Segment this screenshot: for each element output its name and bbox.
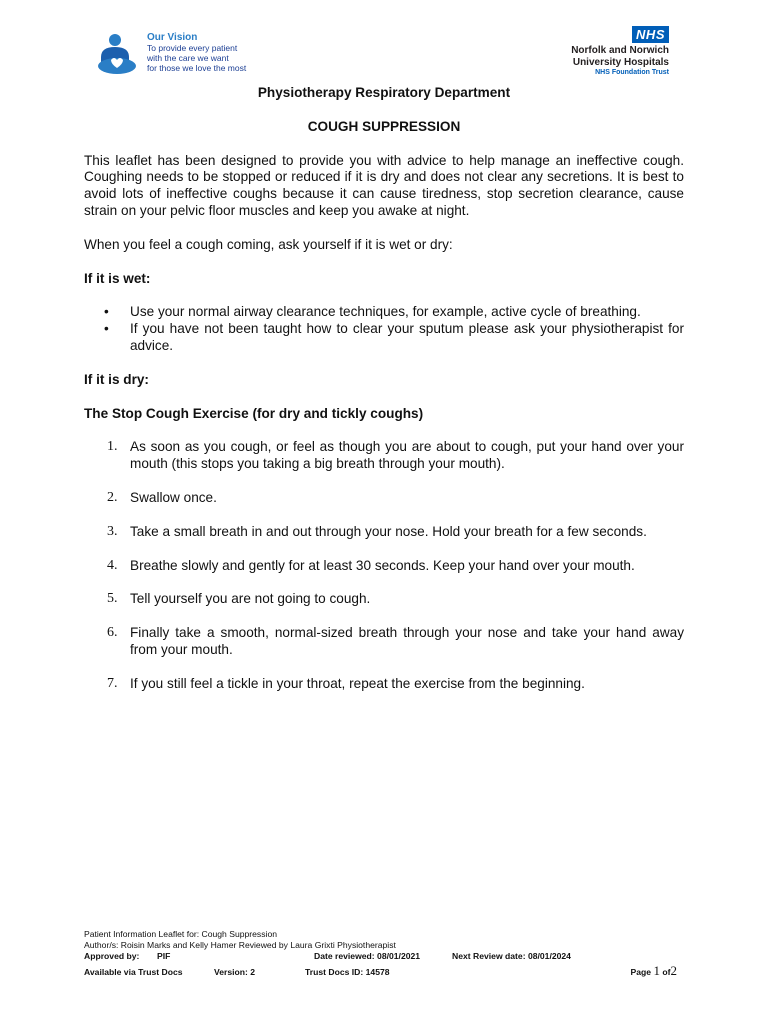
step-number: 2. [107, 489, 118, 505]
ask-paragraph: When you feel a cough coming, ask yourself if it is wet or dry: [84, 236, 453, 252]
footer-docs-row [84, 965, 677, 979]
page-current: 1 [653, 963, 660, 978]
nhs-trust-logo [571, 26, 669, 77]
list-item [84, 304, 684, 321]
bullet-text: If you have not been taught how to clear your sputum please ask your physiotherapist for advice. [130, 321, 684, 353]
list-item [84, 591, 684, 608]
trust-name-line: Norfolk and Norwich [571, 45, 669, 56]
page-total: 2 [670, 963, 677, 978]
list-item [84, 439, 684, 473]
step-number: 6. [107, 625, 118, 641]
footer-approval-row [84, 951, 677, 962]
foundation-trust-label: NHS Foundation Trust [595, 69, 669, 76]
available-via: Available via Trust Docs [84, 967, 183, 977]
bullet-text: Use your normal airway clearance techniques, for example, active cycle of breathing. [130, 304, 641, 320]
step-number: 4. [107, 557, 118, 573]
bullet-icon: • [104, 321, 109, 337]
page-indicator [631, 965, 677, 978]
page-label: Page [630, 967, 652, 977]
wet-heading: If it is wet: [84, 270, 151, 286]
wet-bullet-list [84, 304, 684, 354]
exercise-steps [84, 439, 684, 692]
footer-leaflet-for: Patient Information Leaflet for: Cough Suppression [84, 929, 277, 939]
page-footer [84, 929, 677, 979]
approved-label: Approved by: [84, 951, 140, 961]
vision-title: Our Vision [147, 32, 198, 43]
step-number: 1. [107, 439, 118, 455]
step-text: If you still feel a tickle in your throat, repeat the exercise from the beginning. [130, 675, 585, 691]
date-reviewed: Date reviewed: 08/01/2021 [314, 951, 421, 961]
document-body [84, 84, 684, 710]
document-title: COUGH SUPPRESSION [307, 118, 461, 134]
step-number: 3. [107, 523, 118, 539]
step-number: 7. [107, 675, 118, 691]
list-item [84, 490, 684, 507]
step-text: Take a small breath in and out through your nose. Hold your breath for a few seconds. [130, 523, 647, 539]
bullet-icon: • [104, 304, 109, 320]
department-heading: Physiotherapy Respiratory Department [257, 85, 511, 100]
step-text: As soon as you cough, or feel as though you are about to cough, put your hand over your mouth (this stops you taking a big breath through your mouth). [130, 439, 684, 472]
vision-line: with the care we want [147, 53, 229, 63]
version-label: Version: 2 [214, 967, 256, 977]
step-text: Finally take a smooth, normal-sized breath through your nose and take your hand away from your mouth. [130, 625, 684, 657]
list-item [84, 321, 684, 355]
list-item [84, 524, 684, 541]
trust-name-line: University Hospitals [572, 57, 669, 68]
our-vision-logo-icon [97, 33, 141, 75]
intro-paragraph: This leaflet has been designed to provide you with advice to help manage an ineffective cough. Coughing needs to be stopped or reduced if it is dry and does not clear any secretions. It is best to avoid lots of ineffective coughs because it can cause tiredness, stop secretion clearance, cause strain on your pelvic floor muscles and keep you awake at night. [84, 152, 684, 218]
nhs-badge: NHS [632, 26, 669, 43]
step-text: Tell yourself you are not going to cough. [130, 591, 371, 607]
footer-authors: Author/s: Roisin Marks and Kelly Hamer Reviewed by Laura Grixti Physiotherapist [84, 940, 396, 950]
list-item [84, 625, 684, 659]
step-number: 5. [107, 591, 118, 607]
exercise-heading: The Stop Cough Exercise (for dry and tickly coughs) [84, 405, 424, 421]
next-review-date: Next Review date: 08/01/2024 [452, 951, 571, 961]
vision-line: for those we love the most [147, 63, 247, 73]
dry-heading: If it is dry: [84, 371, 149, 387]
step-text: Swallow once. [130, 489, 217, 505]
page-header [0, 0, 768, 90]
vision-text [147, 33, 246, 73]
step-text: Breathe slowly and gently for at least 30 seconds. Keep your hand over your mouth. [130, 557, 635, 573]
trust-docs-id: Trust Docs ID: 14578 [305, 967, 390, 977]
list-item [84, 676, 684, 693]
vision-line: To provide every patient [147, 43, 238, 53]
page-of: of [662, 967, 671, 977]
list-item [84, 558, 684, 575]
approved-value: PIF [157, 951, 171, 961]
